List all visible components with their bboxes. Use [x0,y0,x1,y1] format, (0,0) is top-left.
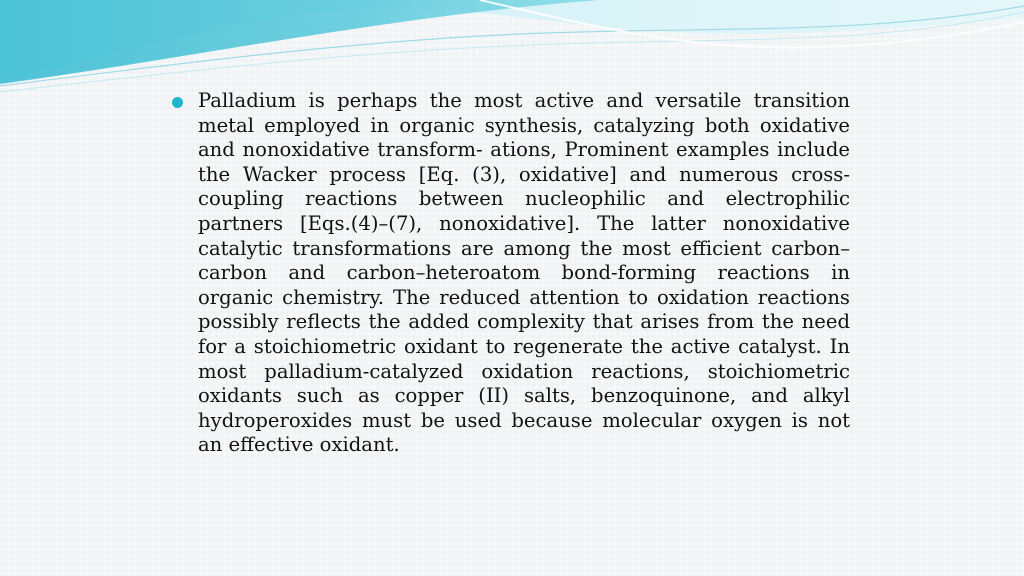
bullet-item [172,89,852,458]
body-paragraph: Palladium is perhaps the most active and versatile transition metal employed in organic synthesis, catalyzing both oxidative and nonoxidative transform- ations, Prominent examples include the Wacker process [Eq. (3), oxidative] and numerous cross-coupling reactions between nucleophilic and electrophilic partners [Eqs.(4)–(7), nonoxidative]. The latter nonoxidative catalytic transformations are among the most efficient carbon–carbon and carbon–heteroatom bond-forming reactions in organic chemistry. The reduced attention to oxidation reactions possibly reflects the added complexity that arises from the need for a stoichiometric oxidant to regenerate the active catalyst. In most palladium-catalyzed oxidation reactions, stoichiometric oxidants such as copper (II) salts, benzoquinone, and alkyl hydroperoxides must be used because molecular oxygen is not an effective oxidant. [198,89,850,457]
bullet-dot-icon [172,97,183,108]
slide-content [172,89,852,458]
